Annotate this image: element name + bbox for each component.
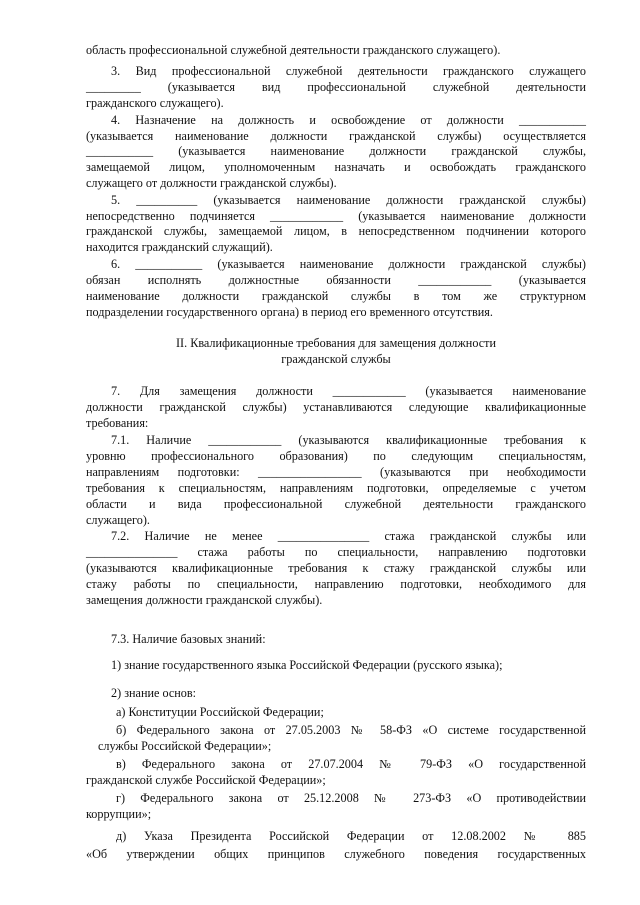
text-line: 6. ___________ (указывается наименование должности гражданской службы) [111, 257, 586, 271]
text-line: 5. __________ (указывается наименование должности гражданской службы) [111, 193, 586, 207]
text-line: служащего от должности гражданской службы). [86, 176, 337, 190]
section-heading: гражданской службы [281, 352, 391, 366]
text-line: находится гражданский служащий). [86, 240, 273, 254]
text-line: служащего). [86, 513, 150, 527]
text-line: области и вида профессиональной служебной деятельности гражданского [86, 497, 586, 511]
text-line: _________ (указывается вид профессиональной служебной деятельности [86, 80, 586, 94]
text-line: наименование должности гражданской службы в том же структурном [86, 289, 586, 303]
list-item: б) Федерального закона от 27.05.2003 № 58-ФЗ «О системе государственной [116, 723, 586, 737]
text-line: (указываются квалификационные требования к стажу гражданской службы или [86, 561, 586, 575]
text-line: ___________ (указывается наименование должности гражданской службы, [86, 144, 586, 158]
text-line: 3. Вид профессиональной служебной деятельности гражданского служащего [111, 64, 586, 78]
text-line: направлениям подготовки: _________________ (указываются при необходимости [86, 465, 586, 479]
text-line: непосредственно подчиняется ____________ (указывается наименование должности [86, 209, 586, 223]
text-line: гражданской службы, замещаемой лицом, в непосредственном подчинении которого [86, 224, 586, 238]
list-item: в) Федерального закона от 27.07.2004 № 79-ФЗ «О государственной [116, 757, 586, 771]
text-line: стажу работы по специальности, направлению подготовки, необходимого для [86, 577, 586, 591]
list-item: гражданской службе Российской Федерации»; [86, 773, 326, 787]
list-item: «Об утверждении общих принципов служебного поведения государственных [86, 847, 586, 861]
text-line: область профессиональной служебной деятельности гражданского служащего). [86, 43, 501, 57]
text-line: 1) знание государственного языка Российской Федерации (русского языка); [111, 658, 503, 672]
text-line: 7.2. Наличие не менее _______________ стажа гражданской службы или [111, 529, 586, 543]
text-line: 7.3. Наличие базовых знаний: [111, 632, 266, 646]
text-line: 7. Для замещения должности ____________ (указывается наименование [111, 384, 586, 398]
text-line: 7.1. Наличие ____________ (указываются квалификационные требования к [111, 433, 586, 447]
text-line: (указывается наименование должности гражданской службы) осуществляется [86, 129, 586, 143]
text-line: 2) знание основ: [111, 686, 197, 700]
text-line: подразделении государственного органа) в период его временного отсутствия. [86, 305, 493, 319]
text-line: 4. Назначение на должность и освобождение от должности ___________ [111, 113, 586, 127]
text-line: требования к специальностям, направлениям подготовки, определяемые с учетом [86, 481, 586, 495]
text-line: гражданского служащего). [86, 96, 224, 110]
list-item: д) Указа Президента Российской Федерации от 12.08.2002 № 885 [116, 829, 586, 843]
text-line: _______________ стажа работы по специальности, направлению подготовки [86, 545, 586, 559]
list-item: службы Российской Федерации»; [98, 739, 272, 753]
section-heading: II. Квалификационные требования для замещения должности [175, 336, 496, 350]
text-line: уровню профессионального образования) по следующим специальностям, [86, 449, 586, 463]
text-line: замещения должности гражданской службы). [86, 593, 323, 607]
text-line: должности гражданской службы) устанавливаются следующие квалификационные [86, 400, 586, 414]
text-line: обязан исполнять должностные обязанности ____________ (указывается [86, 273, 586, 287]
text-line: замещаемой лицом, уполномоченным назначать и освобождать гражданского [86, 160, 586, 174]
list-item: коррупции»; [86, 807, 152, 821]
list-item: г) Федерального закона от 25.12.2008 № 273-ФЗ «О противодействии [116, 791, 586, 805]
list-item: а) Конституции Российской Федерации; [116, 705, 324, 719]
text-line: требования: [86, 416, 149, 430]
